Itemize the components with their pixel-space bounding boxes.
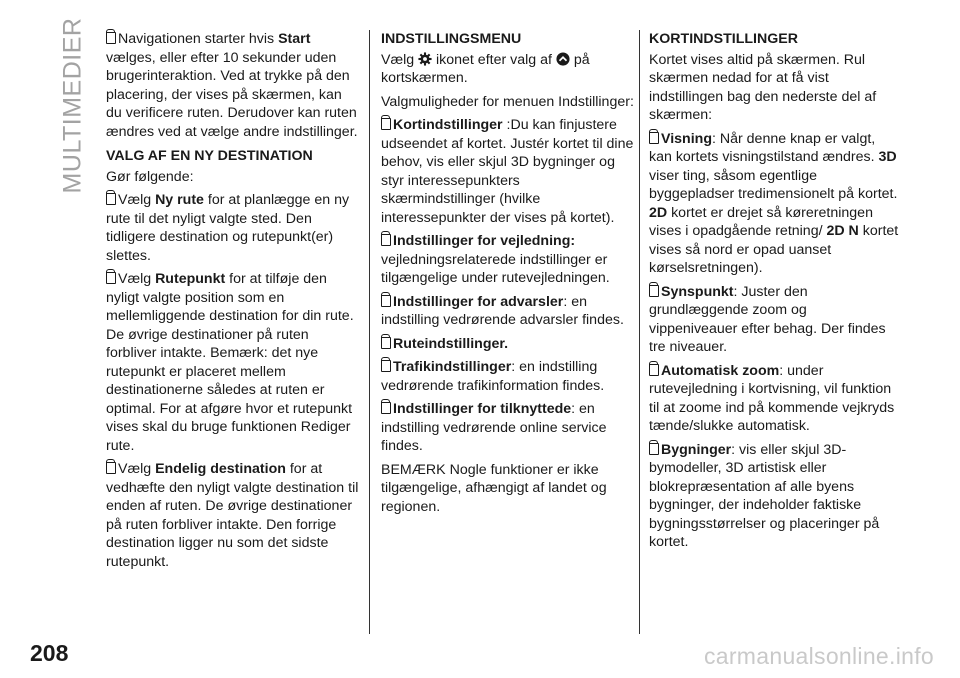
bullet-icon bbox=[381, 360, 391, 372]
list-item: Vælg Ny rute for at planlægge en ny rute til det nyligt valgte sted. Den tidligere destination og rutepunkt(er) slettes. bbox=[106, 192, 350, 264]
list-item: Automatisk zoom: under rutevejledning i kortvisning, vil funktion til at zoome ind på kommende vejkryds tænde/slukke automatisk. bbox=[649, 362, 895, 434]
section-heading: KORTINDSTILLINGER bbox=[649, 31, 798, 47]
list-item: Indstillinger for tilknyttede: en indstilling vedrørende online service findes. bbox=[381, 401, 607, 454]
gear-icon bbox=[418, 52, 432, 66]
paragraph: Vælg ikonet efter valg af på kortskærmen. bbox=[381, 51, 590, 86]
column-3 bbox=[649, 30, 899, 552]
section-heading: VALG AF EN NY DESTINATION bbox=[106, 148, 313, 164]
list-item: Indstillinger for vejledning: vejledningsrelaterede indstillinger er tilgængelige under rutevejledningen. bbox=[381, 233, 610, 286]
bullet-icon bbox=[381, 402, 391, 414]
watermark: carmanualsonline.info bbox=[703, 643, 934, 669]
bullet-icon bbox=[649, 285, 659, 297]
list-item: Bygninger: vis eller skjul 3D-bymodeller, 3D artistisk eller blokrepræsentation af alle byens bygninger, der indeholder faktiske bygningsstørrelser og placeringer på kortet. bbox=[649, 441, 880, 550]
bullet-icon bbox=[381, 337, 391, 349]
bullet-icon bbox=[649, 443, 659, 455]
column-divider bbox=[369, 30, 370, 634]
list-item: Trafikindstillinger: en indstilling vedrørende trafikinformation findes. bbox=[381, 359, 605, 394]
column-divider bbox=[639, 30, 640, 634]
list-item: Ruteindstillinger. bbox=[381, 335, 635, 354]
bullet-icon bbox=[649, 132, 659, 144]
bullet-icon bbox=[106, 32, 116, 44]
bullet-icon bbox=[381, 295, 391, 307]
list-item: Visning: Når denne knap er valgt, kan kortets visningstilstand ændres. 3D viser ting, såsom egentlige byggepladser tredimensionelt på kortet. 2D kortet er drejet så køreretningen vises i opadgående retning/ 2D N kortet vises så nord er opad uanset kørselsretningen). bbox=[649, 130, 899, 276]
paragraph: Navigationen starter hvis Start vælges, eller efter 10 sekunder uden brugerinteraktion. Ved at trykke på den placering, der vises på skærmen, kan du verificere ruten. Derudover kan ruten ændres ved at vælge andre indstillinger. bbox=[106, 31, 358, 140]
chapter-label: MULTIMEDIER bbox=[58, 17, 87, 193]
list-item: Vælg Rutepunkt for at tilføje den nyligt valgte position som en mellemliggende destination for din rute. De øvrige destinationer på ruten forbliver intakte. Bemærk: det nye rutepunkt er placeret mellem destinationerne således at ruten er optimal. For at afgøre hvor et rutepunkt vises skal du bruge funktionen Rediger rute. bbox=[106, 271, 354, 454]
list-item: Vælg Endelig destination for at vedhæfte den nyligt valgte destination til enden af ruten. De øvrige destinationer på ruten forbliver intakte. Den forrige destination ligger nu som det sidste rutepunkt. bbox=[106, 461, 359, 570]
note: BEMÆRK Nogle funktioner er ikke tilgængelige, afhængigt af landet og regionen. bbox=[381, 461, 607, 515]
bullet-icon bbox=[381, 234, 391, 246]
chevron-up-icon bbox=[556, 52, 570, 66]
column-1 bbox=[106, 30, 361, 571]
bullet-icon bbox=[106, 462, 116, 474]
paragraph: Kortet vises altid på skærmen. Rul skærmen nedad for at få vist indstillingen bag den nederste del af skærmen: bbox=[649, 51, 877, 123]
section-heading: INDSTILLINGSMENU bbox=[381, 31, 522, 47]
list-item: Synspunkt: Juster den grundlæggende zoom og vippeniveauer efter behag. Der findes tre niveauer. bbox=[649, 283, 886, 355]
page-number: 208 bbox=[30, 640, 69, 666]
column-2 bbox=[381, 30, 635, 516]
bullet-icon bbox=[106, 193, 116, 205]
bullet-icon bbox=[649, 364, 659, 376]
paragraph: Gør følgende: bbox=[106, 168, 194, 185]
list-item: Kortindstillinger :Du kan finjustere udseendet af kortet. Justér kortet til dine behov, vis eller skjul 3D bygninger og styr interessepunkters skærmindstillinger (hvilke interessepunkter der vises på kortet). bbox=[381, 117, 634, 226]
list-item: Indstillinger for advarsler: en indstilling vedrørende advarsler findes. bbox=[381, 293, 624, 328]
bullet-icon bbox=[381, 118, 391, 130]
bullet-icon bbox=[106, 272, 116, 284]
paragraph: Valgmuligheder for menuen Indstillinger: bbox=[381, 93, 634, 110]
